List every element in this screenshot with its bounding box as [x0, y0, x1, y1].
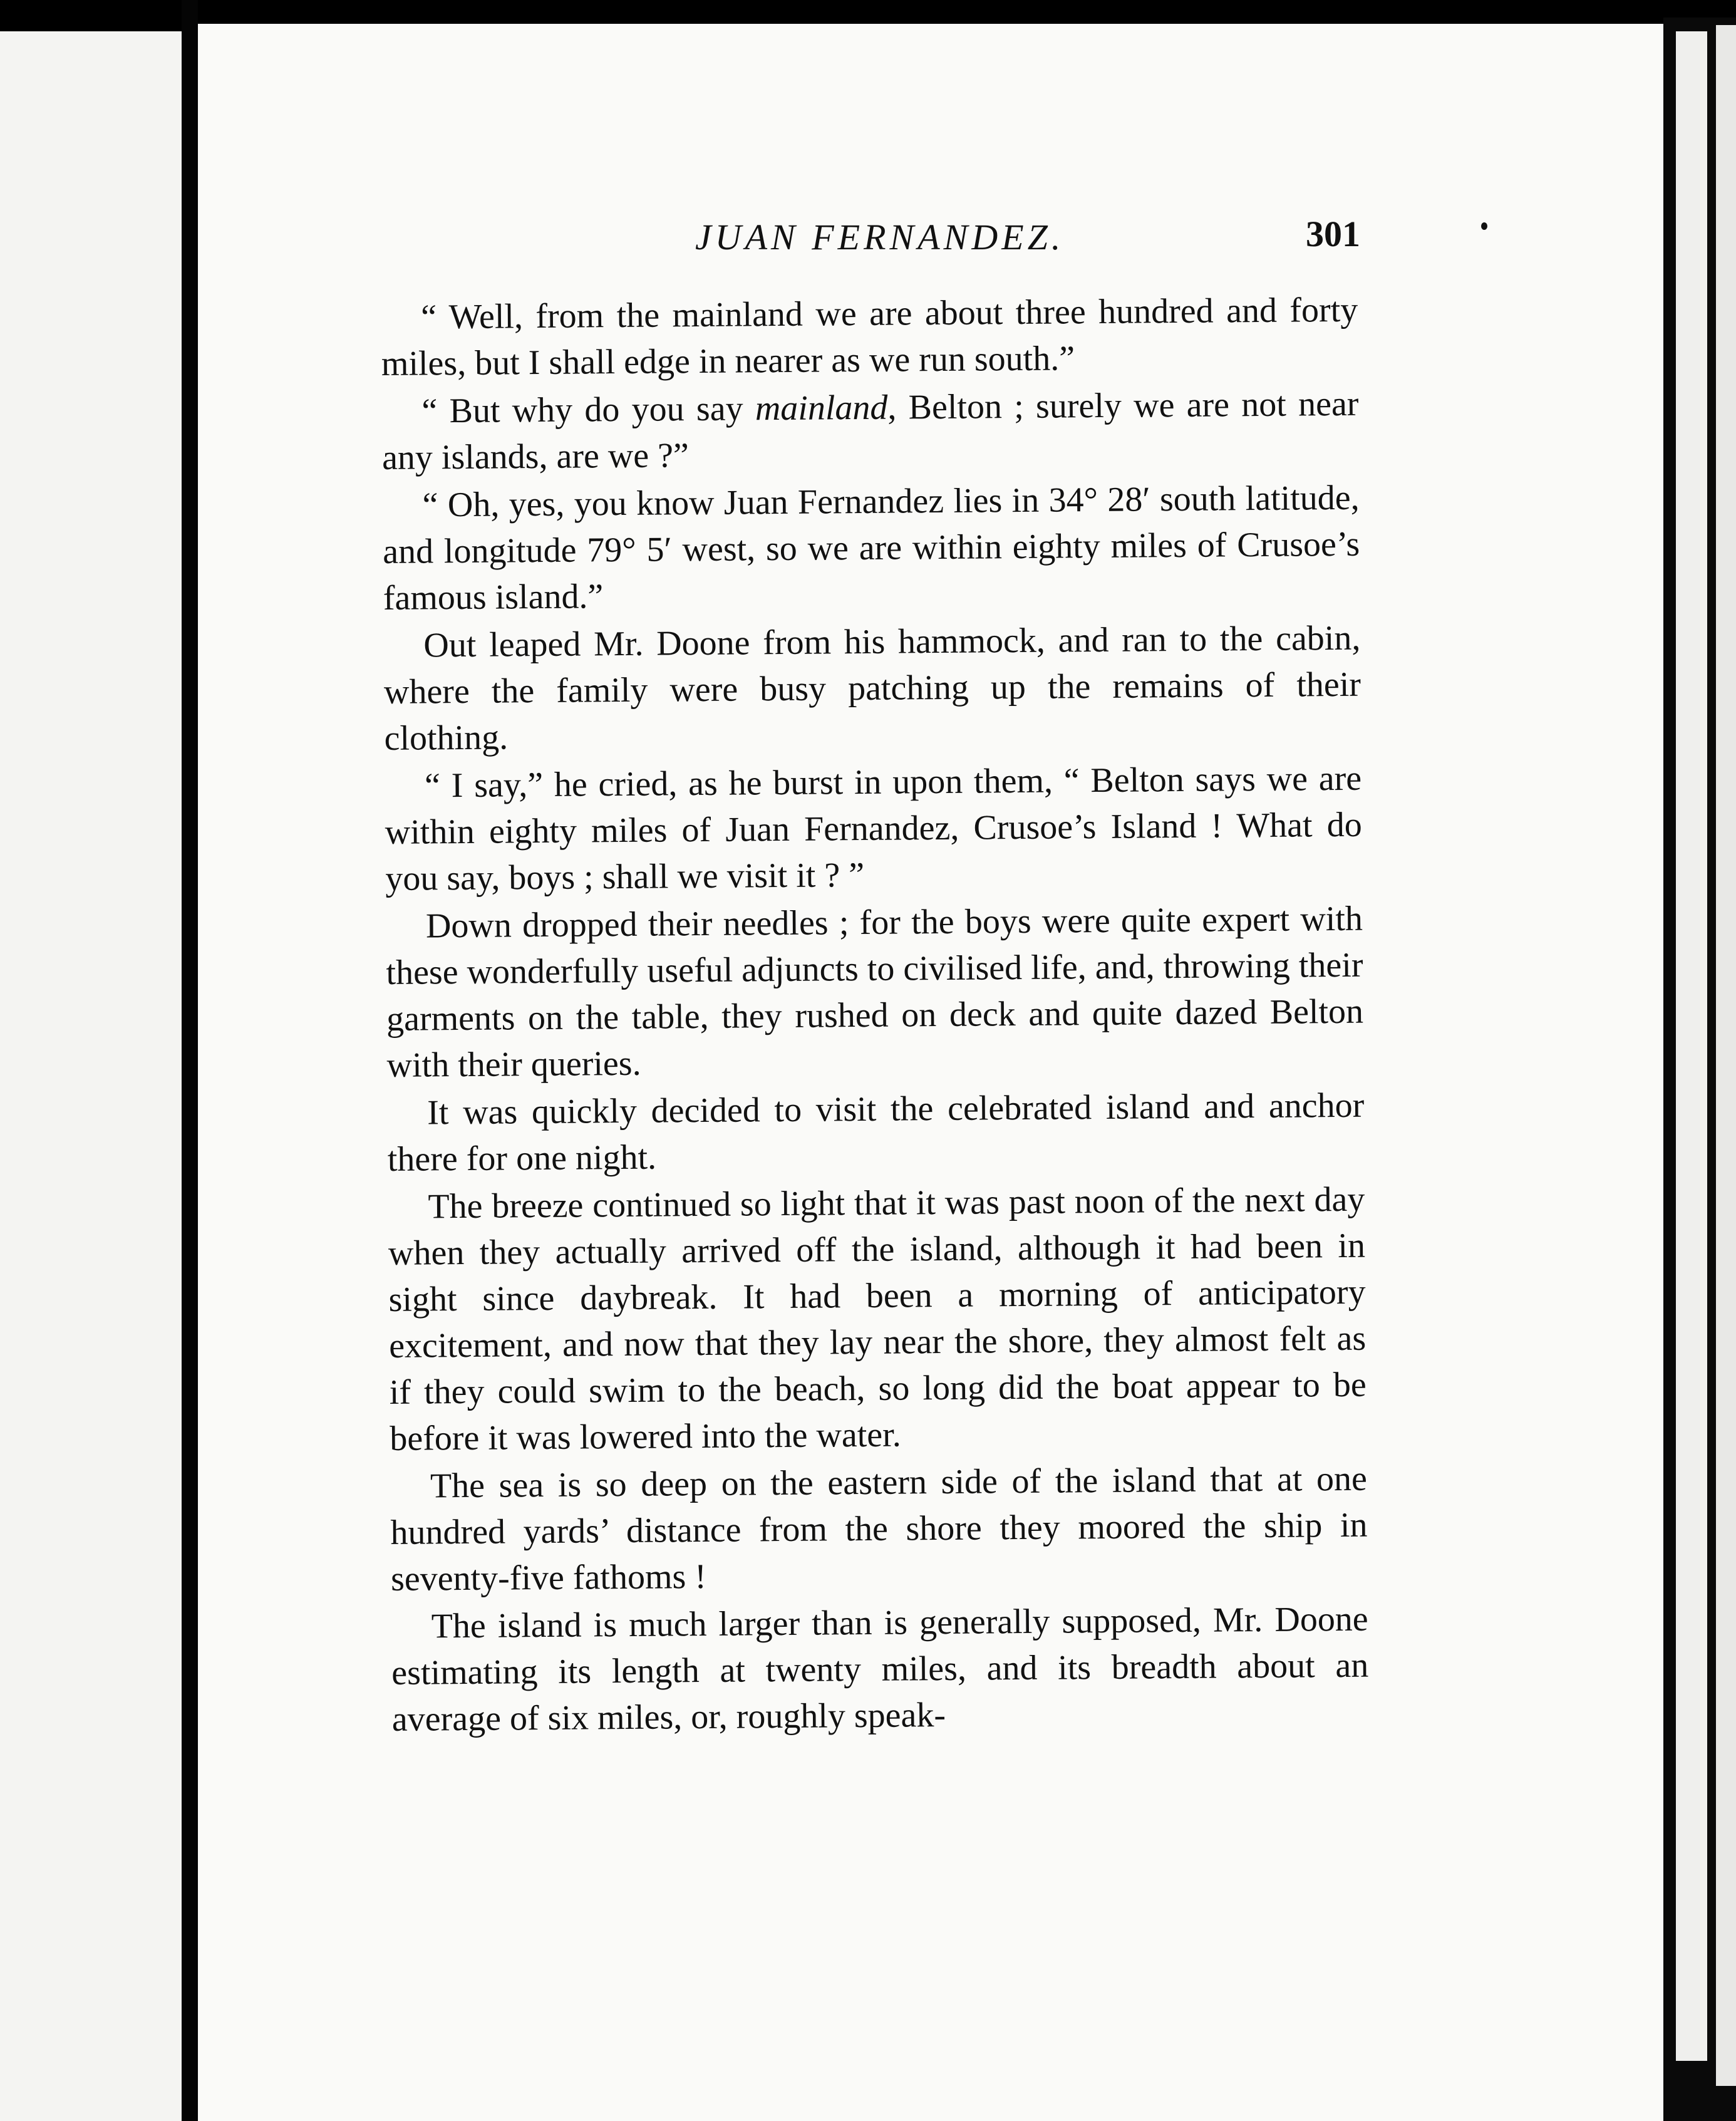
- page-edge-strip: [1676, 31, 1707, 2061]
- page-edge-strip-outer: [1716, 25, 1736, 2086]
- paragraph-8: The breeze continued so light that it was past noon of the next day when they actually arrived off the island, although it had been in sight since daybreak. It had been a morning of anticipatory excitement, and now that they lay near the shore, they almost felt as if they could swim to the beach, so long did the boat appear to be before it was lowered into the water.: [388, 1180, 1367, 1458]
- body-text: [381, 287, 1369, 1744]
- paragraph-2-text: “ But why do you say mainland, Belton ; surely we are not near any islands, are we ?”: [381, 384, 1359, 477]
- page-gutter: [182, 0, 198, 2121]
- ink-speck: [1481, 222, 1487, 230]
- paragraph-6: Down dropped their needles ; for the boys were quite expert with these wonderfully useful adjuncts to civilised life, and, throwing their garments on the table, they rushed on deck and quite dazed Belton with their queries.: [386, 899, 1364, 1085]
- paragraph-3: “ Oh, yes, you know Juan Fernandez lies in 34° 28′ south latitude, and longitude 79° 5′ west, so we are within eighty miles of Crusoe’s famous island.”: [382, 478, 1360, 618]
- left-facing-page: [0, 31, 182, 2121]
- paragraph-1: “ Well, from the mainland we are about three hundred and forty miles, but I shall edge in nearer as we run south.”: [381, 290, 1358, 383]
- paragraph-9: The sea is so deep on the eastern side of the island that at one hundred yards’ distance from the shore they moored the ship in seventy-five fathoms !: [390, 1459, 1368, 1599]
- paragraph-7: It was quickly decided to visit the celebrated island and anchor there for one night.: [387, 1086, 1365, 1179]
- paragraph-5: “ I say,” he cried, as he burst in upon them, “ Belton says we are within eighty miles of Juan Fernandez, Crusoe’s Island ! What do you say, boys ; shall we visit it ? ”: [385, 759, 1362, 898]
- paragraph-4: Out leaped Mr. Doone from his hammock, and ran to the cabin, where the family were busy patching up the remains of their clothing.: [383, 618, 1361, 758]
- paragraph-10: The island is much larger than is generally supposed, Mr. Doone estimating its length at twenty miles, and its breadth about an average of six miles, or, roughly speak-: [391, 1599, 1369, 1739]
- paragraph-2: [381, 381, 1359, 481]
- running-title: JUAN FERNANDEZ.: [695, 217, 1065, 257]
- italic-mainland: mainland: [755, 388, 888, 428]
- page-number: 301: [1306, 214, 1360, 254]
